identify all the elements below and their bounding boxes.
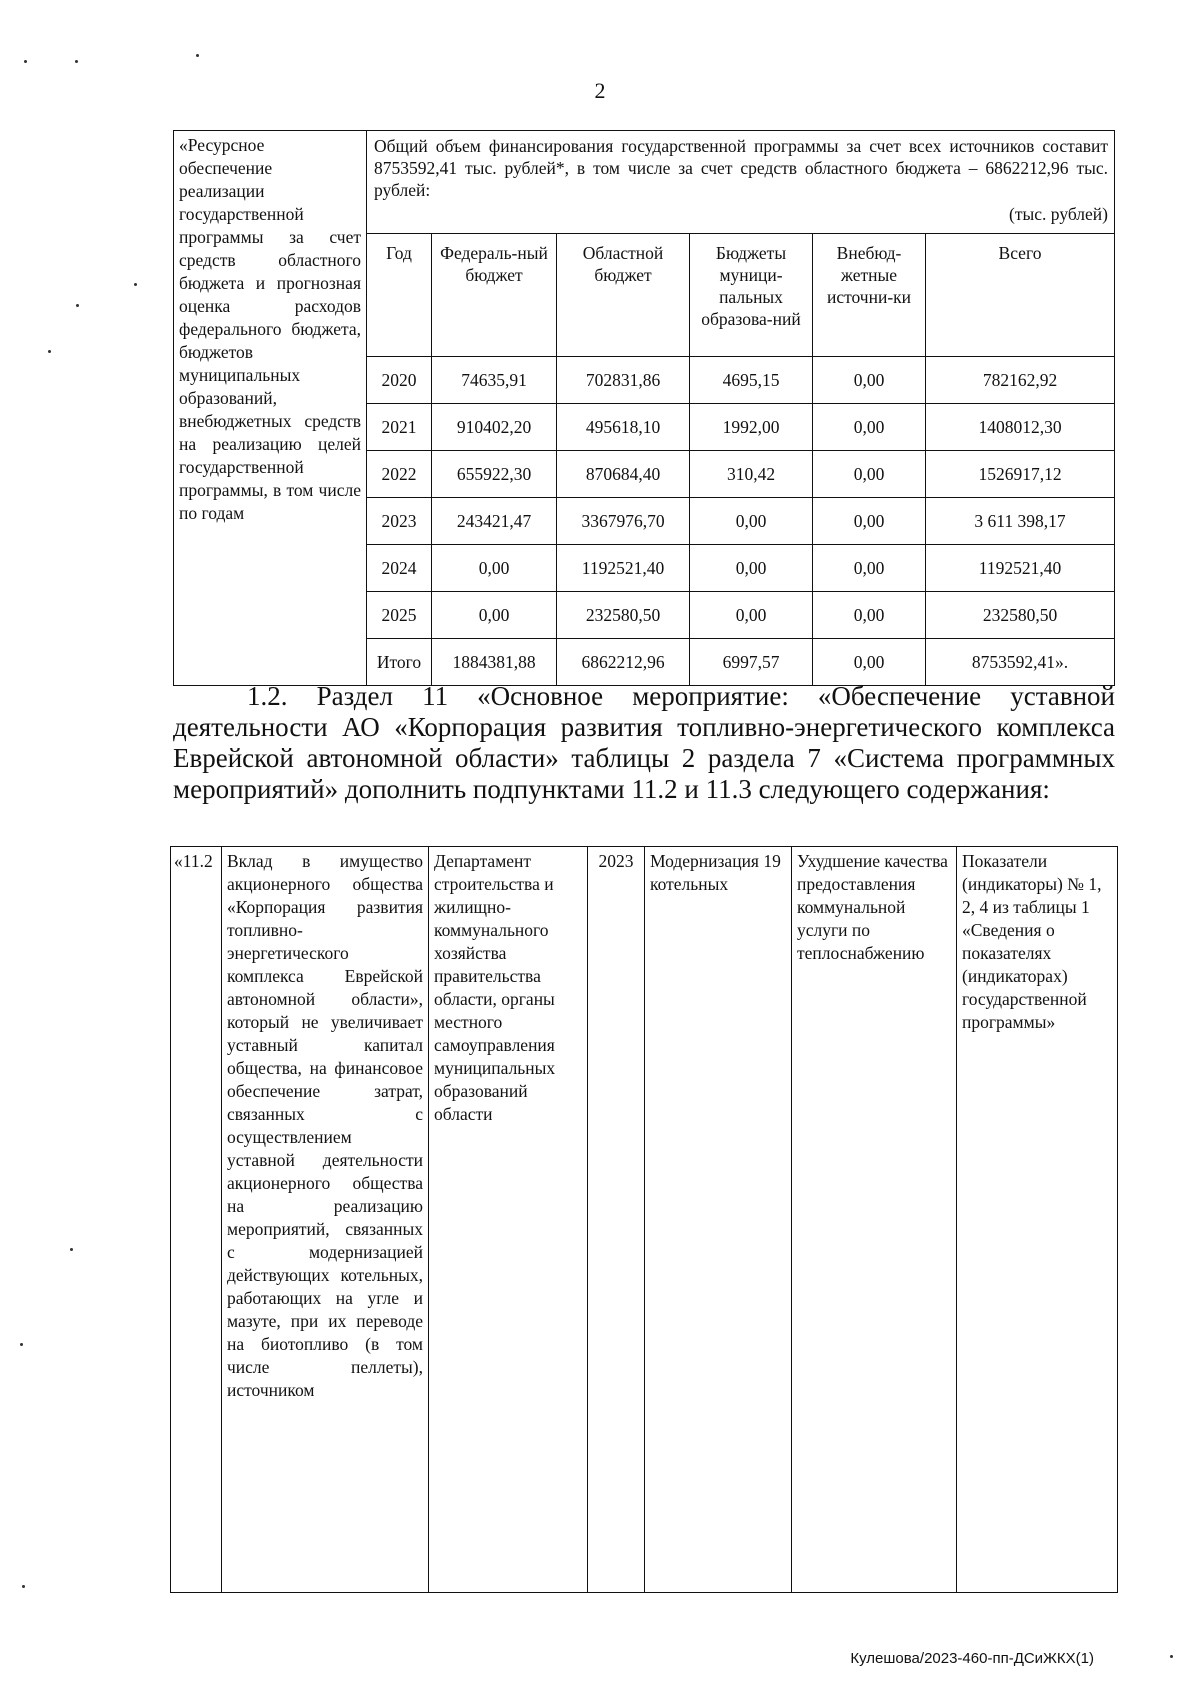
measure-result: Модернизация 19 котельных [645, 847, 792, 1593]
page-number: 2 [594, 78, 606, 103]
resource-intro-text: Общий объем финансирования государственной программы за счет всех источников составит 8753592,41 тыс. рублей*, в том числе за счет средств областного бюджета – 6862212,96 тыс. рублей: [374, 136, 1108, 200]
col-header-year: Год [367, 234, 432, 357]
cell-year: 2023 [367, 498, 432, 545]
cell-regional: 232580,50 [557, 592, 690, 639]
scan-speck [70, 1248, 73, 1251]
cell-regional: 702831,86 [557, 357, 690, 404]
cell-total: 1192521,40 [926, 545, 1115, 592]
scan-speck [48, 350, 51, 353]
resource-intro-row [174, 131, 1115, 234]
cell-extrabudget: 0,00 [813, 404, 926, 451]
cell-total: 1408012,30 [926, 404, 1115, 451]
scan-speck [20, 1343, 23, 1346]
scan-speck [196, 54, 199, 57]
cell-extrabudget: 0,00 [813, 545, 926, 592]
scan-speck [76, 304, 79, 307]
amendment-paragraph: 1.2. Раздел 11 «Основное мероприятие: «Обеспечение уставной деятельности АО «Корпорация развития топливно-энергетического комплекса Еврейской автономной области» таблицы 2 раздела 7 «Система программных мероприятий» дополнить подпунктами 11.2 и 11.3 следующего содержания: [173, 681, 1115, 804]
cell-municipal: 0,00 [690, 592, 813, 639]
col-header-extrabudget: Внебюд-жетные источни-ки [813, 234, 926, 357]
scan-speck [24, 60, 27, 63]
cell-total: 232580,50 [926, 592, 1115, 639]
col-header-federal: Федераль-ный бюджет [432, 234, 557, 357]
cell-total: 8753592,41». [926, 639, 1115, 686]
cell-federal: 910402,20 [432, 404, 557, 451]
cell-municipal: 6997,57 [690, 639, 813, 686]
cell-municipal: 310,42 [690, 451, 813, 498]
resource-table [173, 130, 1115, 686]
cell-year: 2022 [367, 451, 432, 498]
cell-federal: 655922,30 [432, 451, 557, 498]
cell-year: 2025 [367, 592, 432, 639]
cell-total: 1526917,12 [926, 451, 1115, 498]
cell-regional: 3367976,70 [557, 498, 690, 545]
measure-description: Вклад в имущество акционерного общества «Корпорация развития топливно-энергетического комплекса Еврейской автономной области», который не увеличивает уставный капитал общества, на финансовое обеспечение затрат, связанных с осуществлением уставной деятельности акционерного общества на реализацию мероприятий, связанных с модернизацией действующих котельных, работающих на угле и мазуте, при их переводе на биотопливо (в том числе пеллеты), источником [222, 847, 429, 1593]
resource-unit: (тыс. рублей) [1009, 204, 1108, 224]
cell-regional: 495618,10 [557, 404, 690, 451]
scan-speck [1170, 1655, 1173, 1658]
cell-federal: 74635,91 [432, 357, 557, 404]
resource-intro-cell [367, 131, 1115, 234]
cell-federal: 1884381,88 [432, 639, 557, 686]
cell-year: 2021 [367, 404, 432, 451]
cell-extrabudget: 0,00 [813, 639, 926, 686]
cell-federal: 0,00 [432, 592, 557, 639]
measure-number: «11.2 [171, 847, 222, 1593]
cell-year: 2020 [367, 357, 432, 404]
cell-regional: 6862212,96 [557, 639, 690, 686]
scan-speck [22, 1585, 25, 1588]
cell-total: 3 611 398,17 [926, 498, 1115, 545]
cell-federal: 243421,47 [432, 498, 557, 545]
document-footer: Кулешова/2023-460-пп-ДСиЖКХ(1) [850, 1650, 1094, 1667]
cell-total: 782162,92 [926, 357, 1115, 404]
scan-speck [75, 60, 78, 63]
cell-federal: 0,00 [432, 545, 557, 592]
cell-extrabudget: 0,00 [813, 357, 926, 404]
cell-year: Итого [367, 639, 432, 686]
measure-row [171, 847, 1118, 1593]
cell-municipal: 0,00 [690, 545, 813, 592]
col-header-municipal: Бюджеты муници-пальных образова-ний [690, 234, 813, 357]
cell-year: 2024 [367, 545, 432, 592]
cell-extrabudget: 0,00 [813, 592, 926, 639]
col-header-regional: Областной бюджет [557, 234, 690, 357]
cell-municipal: 4695,15 [690, 357, 813, 404]
col-header-total: Всего [926, 234, 1115, 357]
cell-extrabudget: 0,00 [813, 451, 926, 498]
cell-municipal: 0,00 [690, 498, 813, 545]
cell-regional: 1192521,40 [557, 545, 690, 592]
cell-municipal: 1992,00 [690, 404, 813, 451]
measure-consequence: Ухудшение качества предоставления коммунальной услуги по теплоснабжению [792, 847, 957, 1593]
measure-year: 2023 [588, 847, 645, 1593]
measure-indicators: Показатели (индикаторы) № 1, 2, 4 из таблицы 1 «Сведения о показателях (индикаторах) государственной программы» [957, 847, 1118, 1593]
cell-extrabudget: 0,00 [813, 498, 926, 545]
cell-regional: 870684,40 [557, 451, 690, 498]
resource-left-header: «Ресурсное обеспечение реализации государственной программы за счет средств областного бюджета и прогнозная оценка расходов федерального бюджета, бюджетов муниципальных образований, внебюджетных средств на реализацию целей государственной программы, в том числе по годам [174, 131, 367, 686]
measure-executor: Департамент строительства и жилищно-коммунального хозяйства правительства области, органы местного самоуправления муниципальных образований области [429, 847, 588, 1593]
scan-speck [134, 283, 137, 286]
measures-table [170, 846, 1118, 1593]
